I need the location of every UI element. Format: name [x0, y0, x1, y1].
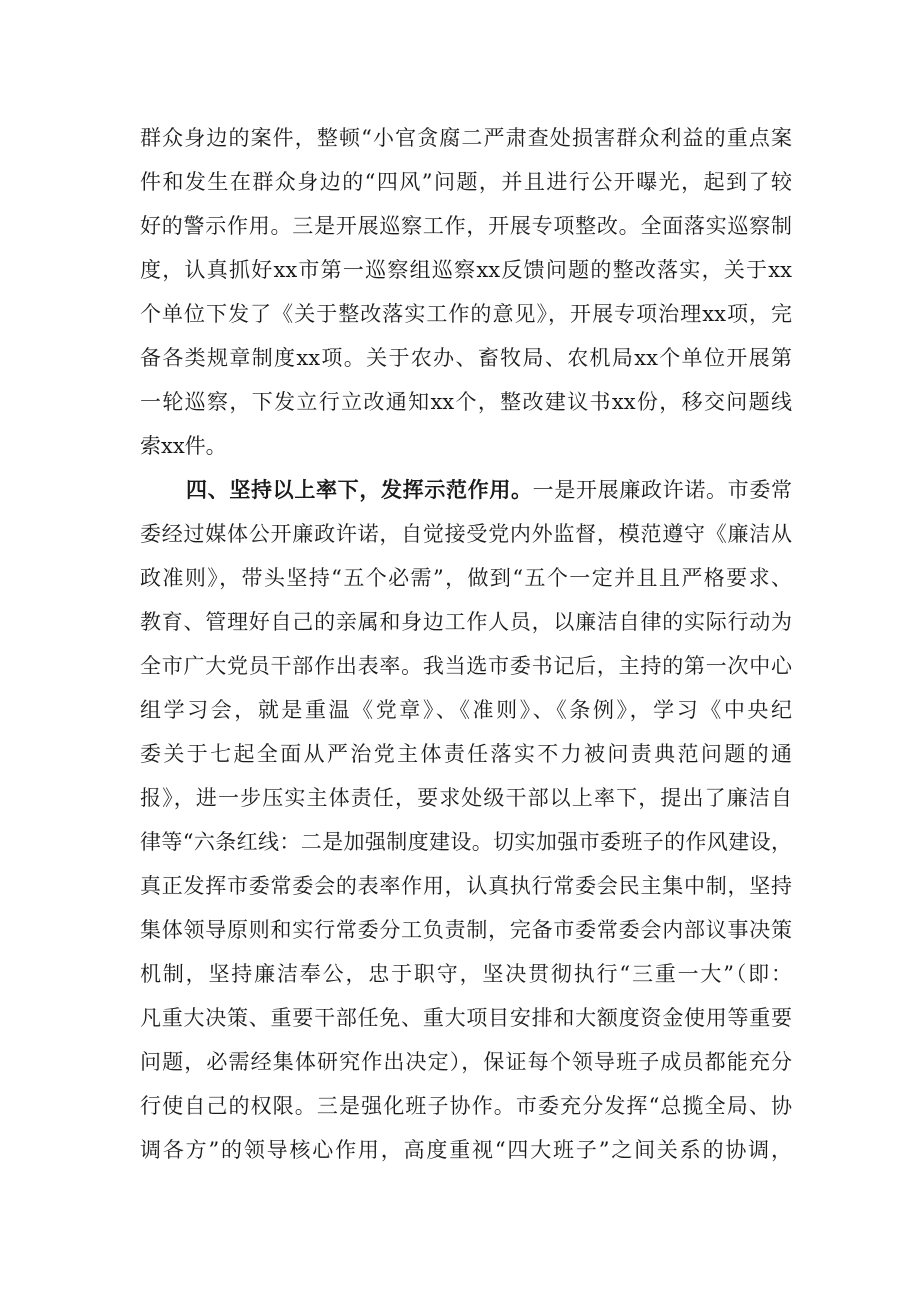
text-line: 全市广大党员干部作出表率。我当选市委书记后，主持的第一次中心	[140, 654, 792, 678]
paragraph-1	[140, 116, 792, 468]
text-line: 真正发挥市委常委会的表率作用，认真执行常委会民主集中制，坚持	[140, 874, 792, 898]
text-line: 备各类规章制度xx项。关于农办、畜牧局、农机局xx个单位开展第	[140, 346, 792, 370]
text-line: 凡重大决策、重要干部任免、重大项目安排和大额度资金使用等重要	[140, 1006, 792, 1030]
text-line: 索xx件。	[140, 434, 227, 458]
text-line: 报》，进一步压实主体责任，要求处级干部以上率下，提出了廉洁自	[140, 786, 792, 810]
section-heading: 四、坚持以上率下，发挥示范作用。	[186, 478, 533, 502]
text-line: 政准则》，带头坚持“五个必需”，做到“五个一定并且且严格要求、	[140, 566, 792, 590]
paragraph-first-line	[140, 468, 792, 512]
text-line: 委关于七起全面从严治党主体责任落实不力被问责典范问题的通	[140, 742, 792, 766]
text-line: 件和发生在群众身边的“四风”问题，并且进行公开曝光，起到了较	[140, 170, 792, 194]
text-line: 个单位下发了《关于整改落实工作的意见》，开展专项治理xx项，完	[140, 302, 792, 326]
text-line: 行使自己的权限。三是强化班子协作。市委充分发挥“总揽全局、协	[140, 1094, 792, 1118]
text-span: 一是开展廉政许诺。市委常	[532, 478, 793, 502]
text-line: 教育、管理好自己的亲属和身边工作人员，以廉洁自律的实际行动为	[140, 610, 792, 634]
text-line: 调各方”的领导核心作用，高度重视“四大班子”之间关系的协调，	[140, 1138, 792, 1162]
text-line: 度，认真抓好xx市第一巡察组巡察xx反馈问题的整改落实，关于xx	[140, 258, 792, 282]
text-line: 机制，坚持廉洁奉公，忠于职守，坚决贯彻执行“三重一大”（即：	[140, 962, 792, 986]
text-line: 委经过媒体公开廉政许诺，自觉接受党内外监督，模范遵守《廉洁从	[140, 522, 792, 546]
text-line: 问题，必需经集体研究作出决定），保证每个领导班子成员都能充分	[140, 1050, 792, 1074]
text-line: 组学习会，就是重温《党章》、《准则》、《条例》，学习《中央纪	[140, 698, 792, 722]
paragraph-2	[140, 468, 792, 1172]
text-line: 集体领导原则和实行常委分工负责制，完备市委常委会内部议事决策	[140, 918, 792, 942]
text-line: 好的警示作用。三是开展巡察工作，开展专项整改。全面落实巡察制	[140, 214, 792, 238]
text-line: 律等“六条红线：二是加强制度建设。切实加强市委班子的作风建设，	[140, 830, 792, 854]
document-body	[140, 116, 792, 1172]
text-line: 一轮巡察，下发立行立改通知xx个，整改建议书xx份，移交问题线	[140, 390, 792, 414]
text-line: 群众身边的案件，整顿“小官贪腐二严肃查处损害群众利益的重点案	[140, 126, 792, 150]
